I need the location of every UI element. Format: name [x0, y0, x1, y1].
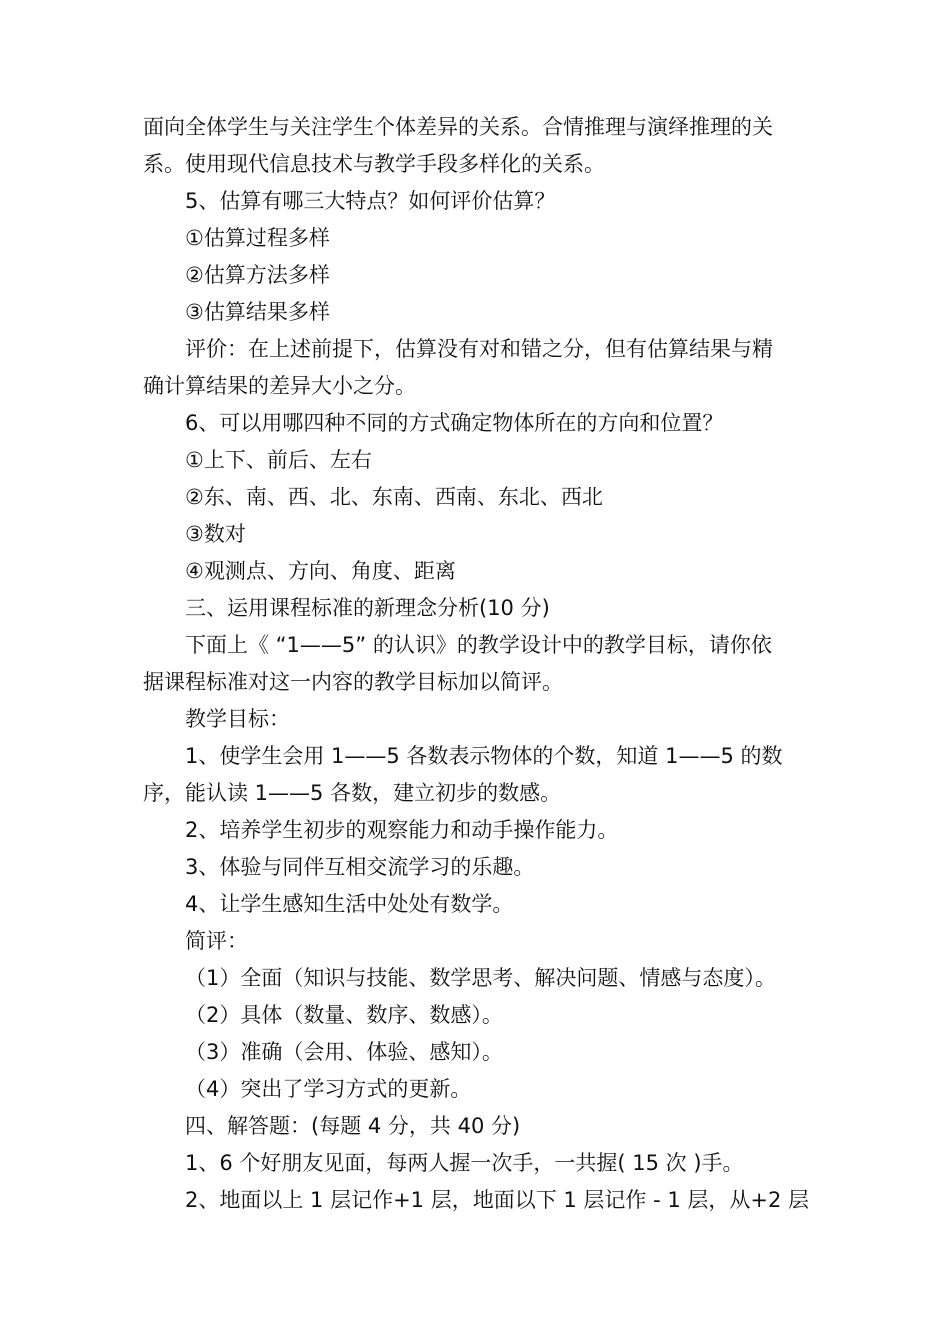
- text-line: 3、体验与同伴互相交流学习的乐趣。: [185, 855, 535, 879]
- text-line: 简评：: [185, 929, 248, 953]
- text-line: ①上下、前后、左右: [185, 448, 372, 472]
- text-line: 1、使学生会用 1——5 各数表示物体的个数，知道 1——5 的数: [185, 744, 783, 768]
- text-line: 6、可以用哪四种不同的方式确定物体所在的方向和位置？: [185, 411, 724, 435]
- list-item: [143, 479, 809, 516]
- text-line: （4）突出了学习方式的更新。: [185, 1077, 472, 1101]
- question-5: [143, 183, 809, 220]
- text-line: 序，能认读 1——5 各数，建立初步的数感。: [143, 781, 562, 805]
- comment-label: [143, 923, 809, 960]
- teaching-goals-label: [143, 701, 809, 738]
- text-line: 确计算结果的差异大小之分。: [143, 374, 416, 398]
- text-line: ②东、南、西、北、东南、西南、东北、西北: [185, 485, 603, 509]
- text-line: 4、让学生感知生活中处处有数学。: [185, 892, 514, 916]
- goal-2: [143, 812, 809, 849]
- section-heading-3: [143, 590, 809, 627]
- list-item: [143, 257, 809, 294]
- text-line: 2、地面以上 1 层记作+1 层，地面以下 1 层记作 - 1 层，从+2 层: [185, 1188, 810, 1212]
- list-item: [143, 516, 809, 553]
- text-line: 1、6 个好朋友见面，每两人握一次手，一共握( 15 次 )手。: [185, 1151, 744, 1175]
- text-line: 系。使用现代信息技术与教学手段多样化的关系。: [143, 152, 605, 176]
- text-line: ②估算方法多样: [185, 263, 330, 287]
- text-line: ①估算过程多样: [185, 226, 330, 250]
- list-item: [143, 294, 809, 331]
- text-line: 5、估算有哪三大特点？如何评价估算？: [185, 189, 556, 213]
- text-line: 下面上《 “1——5” 的认识》的教学设计中的教学目标，请你依: [185, 633, 772, 657]
- text-line: （1）全面（知识与技能、数学思考、解决问题、情感与态度）。: [185, 966, 776, 990]
- comment-item: [143, 997, 809, 1034]
- list-item: [143, 553, 809, 590]
- text-line: （2）具体（数量、数序、数感）。: [185, 1003, 503, 1027]
- question-6: [143, 405, 809, 442]
- answer-question-1: [143, 1145, 809, 1182]
- paragraph-continuation: [143, 109, 809, 183]
- goal-3: [143, 849, 809, 886]
- answer-question-2: [143, 1182, 809, 1219]
- text-line: （3）准确（会用、体验、感知）。: [185, 1040, 503, 1064]
- document-body: [143, 109, 809, 1219]
- text-line: 据课程标准对这一内容的教学目标加以简评。: [143, 670, 563, 694]
- section-heading-4: [143, 1108, 809, 1145]
- list-item: [143, 220, 809, 257]
- comment-item: [143, 1071, 809, 1108]
- text-line: ④观测点、方向、角度、距离: [185, 559, 456, 583]
- text-line: 四、解答题：(每题 4 分，共 40 分): [185, 1114, 521, 1138]
- text-line: 2、培养学生初步的观察能力和动手操作能力。: [185, 818, 619, 842]
- text-line: 三、运用课程标准的新理念分析(10 分): [185, 596, 550, 620]
- comment-item: [143, 960, 809, 997]
- evaluation-paragraph: [143, 331, 809, 405]
- instruction-paragraph: [143, 627, 809, 701]
- text-line: 评价：在上述前提下，估算没有对和错之分，但有估算结果与精: [185, 337, 773, 361]
- comment-item: [143, 1034, 809, 1071]
- text-line: ③数对: [185, 522, 246, 546]
- list-item: [143, 442, 809, 479]
- text-line: 教学目标：: [185, 707, 290, 731]
- text-line: ③估算结果多样: [185, 300, 330, 324]
- goal-4: [143, 886, 809, 923]
- text-line: 面向全体学生与关注学生个体差异的关系。合情推理与演绎推理的关: [143, 115, 773, 139]
- goal-1: [143, 738, 809, 812]
